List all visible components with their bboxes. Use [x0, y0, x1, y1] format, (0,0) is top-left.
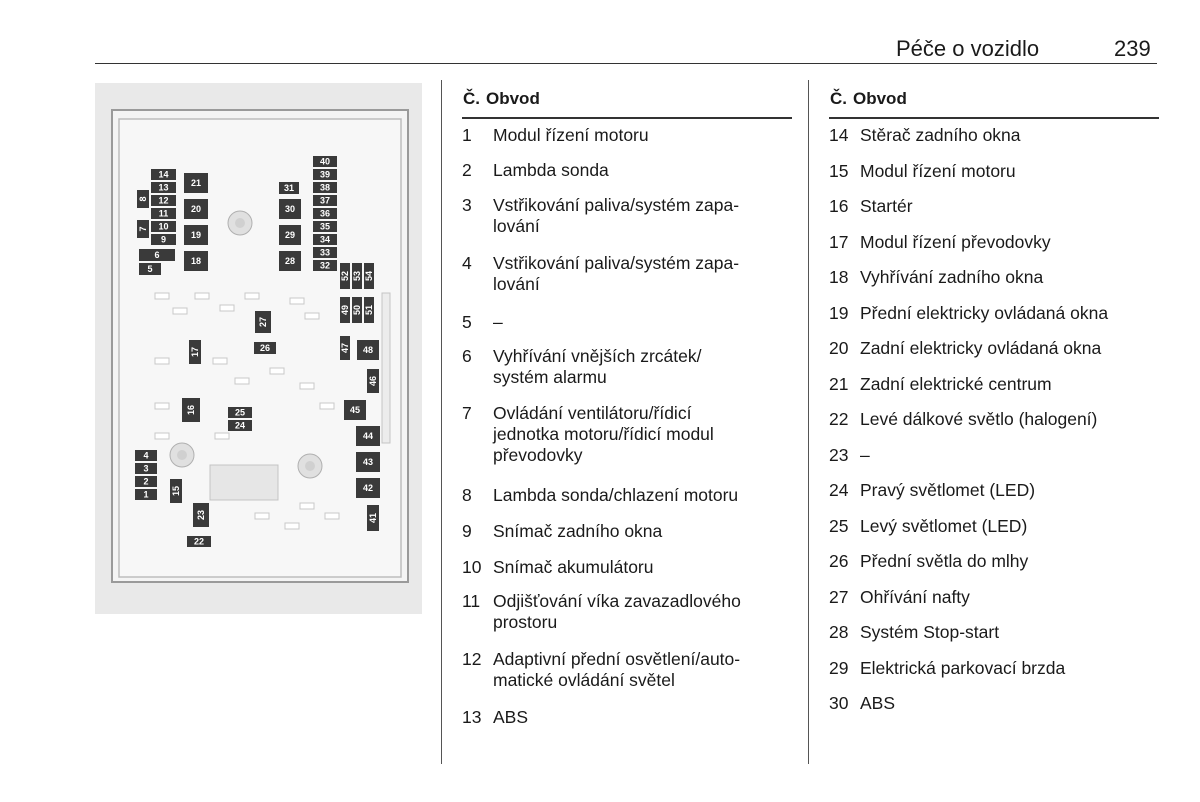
circuit-text: Modul řízení převodovky — [860, 231, 1051, 252]
circuit-text: lování — [493, 274, 540, 294]
empty-fuse-slot — [325, 513, 339, 519]
circuit-text: Adaptivní přední osvětlení/auto- — [493, 649, 741, 669]
fuse-label: 23 — [196, 509, 206, 521]
fuse-27 — [255, 311, 271, 333]
fuse-label: 19 — [190, 230, 202, 240]
side-rail — [382, 293, 390, 443]
circuit-text: Stěrač zadního okna — [860, 125, 1021, 145]
fuse-label: 53 — [352, 270, 362, 282]
empty-fuse-slot — [195, 293, 209, 299]
fuse-36 — [313, 208, 337, 219]
fuse-label: 41 — [368, 512, 378, 524]
fuse-11 — [151, 208, 176, 219]
circuit-text: – — [493, 312, 503, 332]
fuse-32 — [313, 260, 337, 271]
fuse-label: 21 — [190, 178, 202, 188]
fuse-number: 12 — [462, 649, 482, 669]
empty-fuse-slot — [155, 433, 169, 439]
fuse-number: 21 — [829, 373, 849, 394]
fuse-number: 26 — [829, 551, 849, 571]
fuse-label: 50 — [352, 304, 362, 316]
fuse-label: 47 — [340, 342, 350, 354]
fuse-25 — [228, 407, 252, 418]
fuse-46 — [367, 369, 379, 393]
fuse-54 — [364, 263, 374, 289]
fuse-table-right — [829, 88, 1159, 713]
fuse-label: 28 — [284, 256, 296, 266]
fuse-41 — [367, 505, 379, 531]
fuse-7 — [137, 220, 149, 238]
circuit-text: Zadní elektricky ovládaná okna — [860, 338, 1102, 358]
table-header-rule — [829, 117, 1159, 119]
fuse-label: 44 — [362, 431, 374, 441]
fuse-label: 34 — [319, 234, 331, 245]
fuse-label: 11 — [158, 208, 169, 219]
empty-fuse-slot — [155, 403, 169, 409]
fuse-number: 7 — [462, 403, 472, 423]
fuse-label: 32 — [319, 260, 331, 271]
circuit-text: Přední elektricky ovládaná okna — [860, 302, 1109, 323]
circuit-text: Modul řízení motoru — [860, 160, 1016, 181]
circuit-text: Elektrická parkovací brzda — [860, 657, 1066, 678]
fuse-label: 33 — [319, 247, 331, 258]
fuse-23 — [193, 503, 209, 527]
fuse-number: 17 — [829, 231, 849, 252]
circuit-text: Modul řízení motoru — [493, 125, 649, 145]
table-header-rule — [462, 117, 792, 119]
fuse-number: 22 — [829, 409, 849, 429]
fuse-20 — [184, 199, 208, 219]
fuse-box-illustration — [95, 83, 422, 614]
circuit-text: Snímač zadního okna — [493, 521, 663, 541]
fuse-label: 29 — [284, 230, 296, 240]
fuse-label: 42 — [362, 483, 374, 493]
circuit-text: Vstřikování paliva/systém zapa- — [493, 253, 740, 273]
fuse-label: 37 — [319, 195, 331, 206]
fuse-number: 6 — [462, 346, 472, 366]
fuse-42 — [356, 478, 380, 498]
empty-fuse-slot — [245, 293, 259, 299]
fuse-number: 10 — [462, 557, 482, 577]
fuse-31 — [279, 182, 299, 194]
fuse-label: 46 — [368, 375, 378, 387]
fuse-label: 9 — [160, 234, 167, 245]
fuse-44 — [356, 426, 380, 446]
fuse-8 — [137, 190, 149, 208]
circuit-text: ABS — [493, 707, 529, 727]
fuse-number: 13 — [462, 707, 482, 727]
circuit-text: Startér — [860, 196, 913, 216]
fuse-box-diagram — [95, 83, 422, 614]
fuse-number: 15 — [829, 160, 849, 181]
fuse-37 — [313, 195, 337, 206]
mount-socket-hole — [235, 218, 245, 228]
fuse-22 — [187, 536, 211, 547]
column-divider — [808, 80, 809, 764]
fuse-label: 3 — [143, 463, 149, 474]
fuse-label: 1 — [143, 489, 149, 500]
fuse-label: 24 — [234, 420, 246, 431]
empty-fuse-slot — [285, 523, 299, 529]
circuit-text: Systém Stop-start — [860, 622, 1000, 642]
fuse-label: 6 — [154, 250, 160, 260]
fuse-19 — [184, 225, 208, 245]
circuit-text: Levý světlomet (LED) — [860, 515, 1028, 536]
empty-fuse-slot — [155, 293, 169, 299]
circuit-text: Vyhřívání zadního okna — [860, 267, 1044, 287]
fuse-number: 11 — [462, 591, 481, 611]
fuse-9 — [151, 234, 176, 245]
fuse-label: 26 — [259, 343, 271, 353]
fuse-17 — [189, 340, 201, 364]
fuse-14 — [151, 169, 176, 180]
circuit-text: ABS — [860, 693, 896, 713]
fuse-40 — [313, 156, 337, 167]
fuse-number: 23 — [829, 444, 849, 465]
header-number: Č. — [830, 89, 847, 108]
fuse-number: 30 — [829, 693, 849, 713]
circuit-text: lování — [493, 216, 540, 236]
fuse-49 — [340, 297, 350, 323]
empty-fuse-slot — [290, 298, 304, 304]
fuse-label: 2 — [143, 476, 149, 487]
table-header — [829, 88, 1159, 110]
empty-fuse-slot — [270, 368, 284, 374]
fuse-label: 16 — [186, 404, 196, 416]
fuse-label: 36 — [319, 208, 331, 219]
fuse-6 — [139, 249, 175, 261]
circuit-text: převodovky — [493, 445, 583, 465]
header-circuit: Obvod — [853, 89, 907, 108]
fuse-51 — [364, 297, 374, 323]
circuit-text: matické ovládání světel — [493, 670, 675, 690]
fuse-label: 10 — [158, 221, 169, 232]
circuit-text: jednotka motoru/řídicí modul — [493, 424, 714, 444]
empty-fuse-slot — [235, 378, 249, 384]
fuse-label: 49 — [340, 304, 350, 316]
header-rule — [95, 63, 1157, 64]
fuse-number: 1 — [462, 125, 472, 145]
fuse-47 — [340, 336, 350, 360]
fuse-label: 38 — [319, 182, 331, 193]
empty-fuse-slot — [215, 433, 229, 439]
fuse-30 — [279, 199, 301, 219]
fuse-5 — [139, 263, 161, 275]
fuse-33 — [313, 247, 337, 258]
fuse-number: 5 — [462, 312, 472, 332]
fuse-number: 14 — [829, 125, 849, 145]
circuit-text: Snímač akumulátoru — [493, 557, 654, 577]
fuse-label: 17 — [190, 346, 200, 358]
empty-fuse-slot — [300, 503, 314, 509]
fuse-10 — [151, 221, 176, 232]
empty-fuse-slot — [300, 383, 314, 389]
fuse-number: 18 — [829, 267, 849, 287]
fuse-21 — [184, 173, 208, 193]
fuse-1 — [135, 489, 157, 500]
fuse-39 — [313, 169, 337, 180]
fuse-number: 2 — [462, 160, 472, 180]
fuse-label: 39 — [319, 169, 331, 180]
table-header — [462, 88, 792, 110]
fuse-label: 4 — [143, 450, 149, 461]
fuse-15 — [170, 479, 182, 503]
fuse-label: 51 — [364, 304, 374, 316]
circuit-text: Ohřívání nafty — [860, 586, 970, 607]
fuse-label: 25 — [234, 407, 246, 418]
fuse-number: 20 — [829, 338, 849, 358]
relay-block — [210, 465, 278, 500]
fuse-number: 19 — [829, 302, 849, 323]
circuit-text: Zadní elektrické centrum — [860, 373, 1052, 394]
circuit-text: Lambda sonda/chlazení motoru — [493, 485, 739, 505]
fuse-label: 43 — [362, 457, 374, 467]
fuse-label: 18 — [190, 256, 202, 266]
fuse-label: 40 — [319, 156, 331, 167]
fuse-label: 7 — [138, 226, 148, 232]
header-circuit: Obvod — [486, 89, 540, 108]
fuse-number: 25 — [829, 515, 849, 536]
fuse-label: 8 — [138, 196, 148, 202]
circuit-text: Vstřikování paliva/systém zapa- — [493, 195, 740, 215]
fuse-3 — [135, 463, 157, 474]
fuse-label: 5 — [147, 264, 153, 274]
fuse-number: 4 — [462, 253, 472, 273]
circuit-text: Vyhřívání vnějších zrcátek/ — [493, 346, 702, 366]
fuse-12 — [151, 195, 176, 206]
empty-fuse-slot — [305, 313, 319, 319]
fuse-label: 52 — [340, 270, 350, 282]
fuse-29 — [279, 225, 301, 245]
fuse-number: 8 — [462, 485, 472, 505]
fuse-28 — [279, 251, 301, 271]
circuit-text: Odjišťování víka zavazadlového — [493, 591, 741, 611]
fuse-number: 28 — [829, 622, 849, 642]
empty-fuse-slot — [155, 358, 169, 364]
fuse-label: 13 — [158, 182, 169, 193]
fuse-52 — [340, 263, 350, 289]
fuse-label: 48 — [362, 345, 374, 355]
fuse-label: 31 — [283, 183, 295, 193]
fuse-18 — [184, 251, 208, 271]
fuse-13 — [151, 182, 176, 193]
empty-fuse-slot — [213, 358, 227, 364]
circuit-text: Lambda sonda — [493, 160, 609, 180]
fuse-label: 54 — [364, 270, 374, 282]
fuse-2 — [135, 476, 157, 487]
fuse-label: 14 — [158, 169, 169, 180]
circuit-text: Pravý světlomet (LED) — [860, 480, 1036, 500]
fuse-number: 9 — [462, 521, 472, 541]
mount-socket-hole — [177, 450, 187, 460]
fuse-label: 22 — [193, 536, 205, 547]
fuse-43 — [356, 452, 380, 472]
fuse-50 — [352, 297, 362, 323]
fuse-38 — [313, 182, 337, 193]
fuse-24 — [228, 420, 252, 431]
circuit-text: Levé dálkové světlo (halogení) — [860, 409, 1098, 429]
fuse-label: 12 — [158, 195, 169, 206]
fuse-number: 16 — [829, 196, 849, 216]
circuit-text: – — [860, 444, 870, 465]
circuit-text: Ovládání ventilátoru/řídicí — [493, 403, 692, 423]
circuit-text: prostoru — [493, 612, 558, 632]
fuse-label: 35 — [319, 221, 331, 232]
fuse-table-left — [462, 88, 792, 727]
fuse-number: 29 — [829, 657, 849, 678]
fuse-16 — [182, 398, 200, 422]
empty-fuse-slot — [173, 308, 187, 314]
circuit-text: systém alarmu — [493, 367, 607, 387]
fuse-label: 15 — [171, 485, 181, 497]
fuse-number: 3 — [462, 195, 472, 215]
fuse-35 — [313, 221, 337, 232]
mount-socket-hole — [305, 461, 315, 471]
fuse-label: 27 — [258, 316, 268, 328]
fuse-label: 45 — [349, 405, 361, 415]
fuse-26 — [254, 342, 276, 354]
page-number: 239 — [1114, 36, 1151, 61]
header-number: Č. — [463, 89, 480, 108]
chapter-title: Péče o vozidlo — [896, 36, 1040, 61]
column-divider — [441, 80, 442, 764]
empty-fuse-slot — [320, 403, 334, 409]
fuse-45 — [344, 400, 366, 420]
fuse-48 — [357, 340, 379, 360]
fuse-34 — [313, 234, 337, 245]
fuse-label: 30 — [284, 204, 296, 214]
empty-fuse-slot — [220, 305, 234, 311]
empty-fuse-slot — [255, 513, 269, 519]
fuse-number: 24 — [829, 480, 849, 500]
fuse-4 — [135, 450, 157, 461]
fuse-53 — [352, 263, 362, 289]
circuit-text: Přední světla do mlhy — [860, 551, 1029, 571]
fuse-number: 27 — [829, 586, 849, 607]
fuse-label: 20 — [190, 204, 202, 214]
